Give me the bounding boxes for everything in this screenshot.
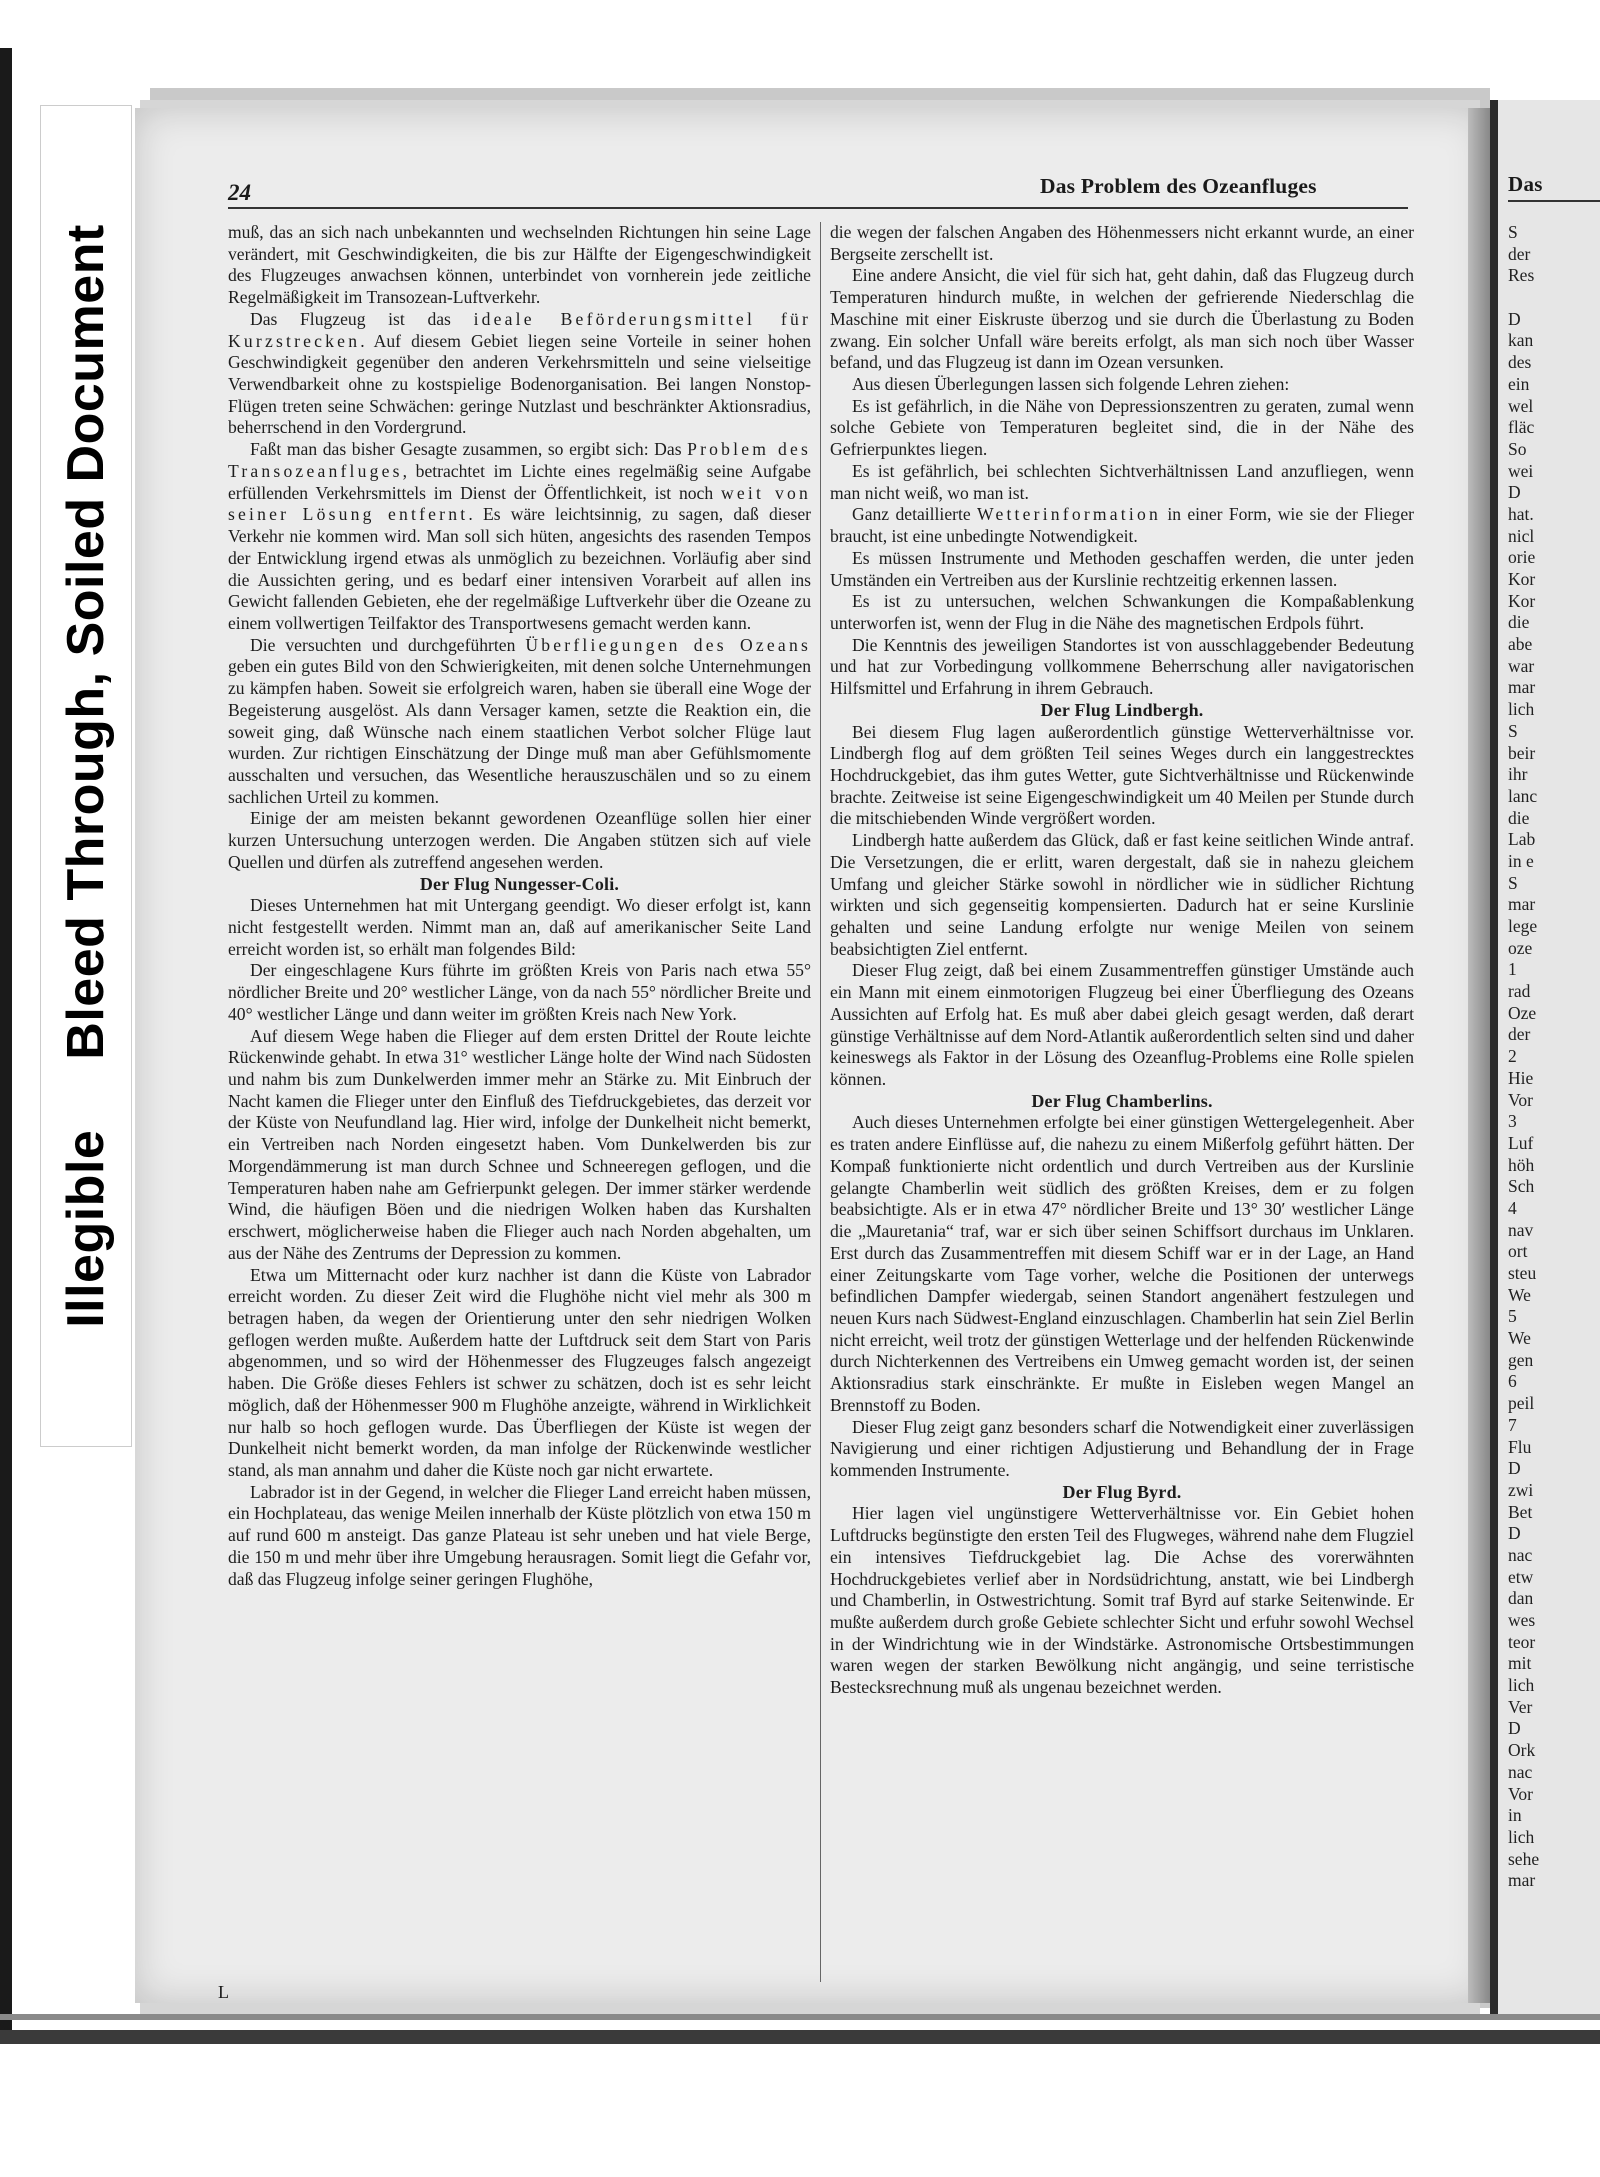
adjacent-line-fragment: die: [1508, 807, 1530, 828]
adjacent-line-fragment: Oze: [1508, 1002, 1537, 1023]
adjacent-header-rule: [1508, 200, 1600, 202]
paragraph: Es ist gefährlich, bei schlechten Sichtverhältnissen Land anzufliegen, wenn man nicht weiß, wo man ist.: [830, 460, 1414, 503]
adjacent-line-fragment: We: [1508, 1284, 1531, 1305]
adjacent-line-fragment: Vor: [1508, 1783, 1533, 1804]
condition-stamp-text: [56, 224, 116, 1328]
paragraph: Hier lagen viel ungünstigere Wetterverhältnisse vor. Ein Gebiet hohen Luftdrucks begünstigte den ersten Teil des Flugweges, während nahe dem Flugziel ein intensives Tiefdruckgebiet lag. Die Achse des vorerwähnten Hochdruckgebietes verlief aber in Nordsüdrichtung, anstatt, wie bei Lindbergh und Chamberlin, in Ostwestrichtung. Somit traf Byrd auf starke Seitenwinde. Er mußte außerdem durch große Gebiete schlechter Sicht und erfuhr sowohl Wechsel in der Windrichtung wie in der Windstärke. Astronomische Ortsbestimmungen waren wegen der starken Bewölkung nicht angängig, und seine terristische Bestecksrechnung muß als ungenau bezeichnet werden.: [830, 1503, 1414, 1698]
paragraph: Bei diesem Flug lagen außerordentlich günstige Wetterverhältnisse vor. Lindbergh flog auf dem größten Teil seines Weges durch ein langgestrecktes Hochdruckgebiet, das ihm gutes Wetter, gute Sichtverhältnisse und Rückenwinde brachte. Zeitweise ist seine Eigengeschwindigkeit um 40 Meilen per Stunde durch die mitschiebenden Winde vergrößert worden.: [830, 721, 1414, 829]
adjacent-line-fragment: lanc: [1508, 785, 1538, 806]
section-heading-chamberlin: Der Flug Chamberlins.: [1031, 1090, 1213, 1111]
stamp-bleed-through: Bleed Through, Soiled Document: [57, 224, 115, 1060]
adjacent-line-fragment: hat.: [1508, 503, 1534, 524]
scan-bottom-line: [0, 2014, 1600, 2020]
adjacent-line-fragment: oze: [1508, 937, 1533, 958]
adjacent-line-fragment: des: [1508, 352, 1532, 373]
paragraph: die wegen der falschen Angaben des Höhenmessers nicht erkannt wurde, an einer Bergseite zerschellt ist.: [830, 222, 1414, 264]
adjacent-line-fragment: Vor: [1508, 1089, 1533, 1110]
paragraph: Labrador ist in der Gegend, in welcher die Flieger Land erreicht haben müssen, ein Hochplateau, das wenige Meilen innerhalb der Küste plötzlich von etwa 150 m auf rund 600 m ansteigt. Das ganze Plateau ist sehr uneben und hat viele Berge, die 150 m und mehr über ihre Umgebung herausragen. Somit liegt die Gefahr vor, daß das Flugzeug infolge seiner geringen Flughöhe,: [228, 1481, 811, 1589]
adjacent-line-fragment: nav: [1508, 1219, 1534, 1240]
adjacent-line-fragment: Hie: [1508, 1067, 1534, 1088]
paragraph: Einige der am meisten bekannt gewordenen Ozeanflüge sollen hier einer kurzen Untersuchung unterzogen werden. Die Angaben stützen sich auf viele Quellen und dürfen als zutreffend angesehen werden.: [228, 808, 811, 872]
adjacent-line-fragment: etw: [1508, 1566, 1534, 1587]
page-number: 24: [228, 180, 251, 205]
adjacent-line-fragment: in e: [1508, 850, 1534, 871]
adjacent-line-fragment: 7: [1508, 1414, 1517, 1435]
paragraph: Faßt man das bisher Gesagte zusammen, so ergibt sich: Das Problem des Transozeanfluges, betrachtet im Lichte eines regelmäßig seine Aufgabe erfüllenden Verkehrsmittels im Dienst der Öffentlichkeit, ist noch weit von seiner Lösung entfernt. Es wäre leichtsinnig, zu sagen, daß dieser Verkehr nie kommen wird. Man soll sich hüten, angesichts des rasenden Tempos der Entwicklung irgend etwas als unmöglich zu bezeichnen. Vorläufig aber sind die Aussichten gering, und es bedarf einer intensiven Vorarbeit auf allen ins Gewicht fallenden Gebieten, ehe der regelmäßige Luftverkehr über die Ozeane zu einem vollwertigen Teilfaktor des Transportwesens gemacht werden kann.: [228, 439, 811, 633]
adjacent-line-fragment: S: [1508, 720, 1518, 741]
adjacent-line-fragment: Lab: [1508, 829, 1536, 850]
paragraph: Auf diesem Wege haben die Flieger auf dem ersten Drittel der Route leichte Rückenwinde gehabt. In etwa 31° westlicher Länge holte der Wind nach Südosten und nahm bis zum Dunkelwerden immer mehr an Stärke zu. Mit Einbruch der Nacht kamen die Flieger unter den Einfluß des Tiefdruckgebietes, das derzeit vor der Küste von Neufundland lag. Hier wird, infolge der Dunkelheit nicht bemerkt, ein Vertreiben nach Norden eingesetzt haben. Vom Dunkelwerden bis zur Morgendämmerung ist man durch Schnee und Schneeregen geflogen, und die Temperaturen haben nahe am Gefrierpunkt gelegen. Der immer stärker werdende Wind, die häufigen Böen und die niedrigen Wolken haben das Kurshalten erschwert, möglicherweise haben die Flieger auch nach Norden abgehalten, um aus der Nähe des Zentrums der Depression zu kommen.: [228, 1025, 811, 1263]
adjacent-line-fragment: Sch: [1508, 1176, 1535, 1197]
paragraph: Es müssen Instrumente und Methoden geschaffen werden, die unter jeden Umständen ein Vertreiben aus der Kurslinie rechtzeitig erkennen lassen.: [830, 547, 1414, 590]
adjacent-line-fragment: ihr: [1508, 764, 1528, 785]
paragraph: Dieses Unternehmen hat mit Untergang geendigt. Wo dieser erfolgt ist, kann nicht festgestellt werden. Nimmt man an, daß auf amerikanischer Seite Land erreicht worden ist, so erhält man folgendes Bild:: [228, 895, 811, 959]
adjacent-line-fragment: ort: [1508, 1241, 1528, 1262]
adjacent-line-fragment: gen: [1508, 1349, 1534, 1370]
adjacent-line-fragment: der: [1508, 243, 1531, 264]
paragraph: Die Kenntnis des jeweiligen Standortes ist von ausschlaggebender Bedeutung und hat zur Vorbedingung vollkommene Beherrschung aller navigatorischen Hilfsmittel und Erfahrung in ihrem Gebrauch.: [830, 634, 1414, 699]
paragraph: Dieser Flug zeigt ganz besonders scharf die Notwendigkeit einer zuverlässigen Navigierung und einer richtigen Adjustierung und Behandlung der in Frage kommenden Instrumente.: [830, 1416, 1414, 1480]
adjacent-line-fragment: sehe: [1508, 1848, 1540, 1869]
spaced-emphasis: Problem des Transozeanfluges: [228, 439, 811, 481]
paragraph: Eine andere Ansicht, die viel für sich hat, geht dahin, daß das Flugzeug durch Temperaturen hindurch mußte, in welchen der gefrierende Niederschlag die Maschine mit einer Eiskruste überzog und sie durch die Überlastung zu Boden zwang. Ein solcher Unfall wäre bereits erfolgt, als man sich noch über Wasser befand, und das Flugzeug ist dann im Ozean versunken.: [830, 265, 1414, 373]
adjacent-line-fragment: 3: [1508, 1111, 1517, 1132]
paragraph: Auch dieses Unternehmen erfolgte bei einer günstigen Wettergelegenheit. Aber es traten andere Einflüsse auf, die nahezu zu einem Mißerfolg geführt hätten. Der Kompaß funktionierte nicht ordentlich und durch Vertreiben aus der Kurslinie gelangte Chamberlin weit südlich des größten Kreises, dem er zu folgen beabsichtigte. Als er in etwa 47° nördlicher Breite und 13° 30′ westlicher Länge die „Mauretania“ traf, war er sich über seinen Schiffsort durchaus im Unklaren. Erst durch das Zusammentreffen mit diesem Schiff war er in der Lage, an Hand einer Zeitungskarte vom Tage vorher, welche die Positionen der unterwegs befindlichen Dampfer wiedergab, seinen Standort angenähert festzulegen und neuen Kurs nach Südwest-England einzuschlagen. Chamberlin hat sein Ziel Berlin nicht erreicht, weil trotz der günstigen Wetterlage und der helfenden Rückenwinde durch Nichterkennen des Vertreibens ein Umweg gemacht worden ist, der seinen Aktionsradius stark einschränkte. Er mußte in Eisleben wegen Mangel an Brennstoff zu Boden.: [830, 1112, 1414, 1415]
adjacent-line-fragment: mar: [1508, 1870, 1536, 1891]
adjacent-line-fragment: Kor: [1508, 569, 1536, 589]
page-fold-shadow: [1468, 108, 1490, 2003]
adjacent-line-fragment: D: [1508, 482, 1521, 503]
adjacent-line-fragment: lich: [1508, 1675, 1535, 1696]
adjacent-line-fragment: steu: [1508, 1263, 1537, 1283]
paragraph: Der eingeschlagene Kurs führte im größten Kreis von Paris nach etwa 55° nördlicher Breite und 20° westlicher Länge, von da nach 55° nördlicher Breite und 40° westlicher Länge und dann weiter im größten Kreis nach New York.: [228, 960, 811, 1024]
scan-bottom-margin: [0, 2044, 1600, 2177]
section-heading-byrd: Der Flug Byrd.: [1062, 1481, 1182, 1502]
adjacent-line-fragment: die: [1508, 612, 1530, 633]
adjacent-line-fragment: beir: [1508, 742, 1536, 763]
paragraph: Ganz detaillierte Wetterinformation in einer Form, wie sie der Flieger braucht, ist eine unbedingte Notwendigkeit.: [830, 504, 1415, 547]
adjacent-line-fragment: kan: [1508, 330, 1534, 351]
adjacent-line-fragment: lege: [1508, 916, 1538, 936]
condition-stamp: [40, 105, 132, 1447]
adjacent-line-fragment: nac: [1508, 1761, 1533, 1782]
paragraph: Dieser Flug zeigt, daß bei einem Zusammentreffen günstiger Umstände auch ein Mann mit einem einmotorigen Flugzeug bei einer Überfliegung des Ozeans Aussichten auf Erfolg hat. Es muß aber dabei gleich gesagt werden, daß derart günstige Verhältnisse auf dem Nord-Atlantik außerordentlich selten sind und daher keineswegs als Faktor in der Lösung des Ozeanflug-Problems eine Rolle spielen können.: [830, 960, 1414, 1090]
scan-top-margin: [0, 0, 1600, 48]
adjacent-line-fragment: 5: [1508, 1306, 1517, 1327]
adjacent-line-fragment: rad: [1508, 981, 1531, 1002]
adjacent-line-fragment: in: [1508, 1805, 1522, 1826]
adjacent-line-fragment: Res: [1508, 265, 1535, 286]
adjacent-line-fragment: teor: [1508, 1631, 1536, 1652]
adjacent-line-fragment: Bet: [1508, 1501, 1533, 1522]
adjacent-line-fragment: zwi: [1508, 1479, 1534, 1500]
adjacent-line-fragment: nicl: [1508, 525, 1535, 546]
adjacent-line-fragment: D: [1508, 1523, 1521, 1544]
running-title: Das Problem des Ozeanfluges: [1040, 174, 1317, 198]
section-heading-nungesser: Der Flug Nungesser-Coli.: [419, 873, 620, 894]
adjacent-line-fragment: Ork: [1508, 1740, 1536, 1761]
spaced-emphasis: weit von seiner Lösung entfernt: [228, 482, 811, 525]
adjacent-line-fragment: wes: [1508, 1610, 1536, 1630]
adjacent-line-fragment: Kor: [1508, 590, 1536, 611]
adjacent-line-fragment: [1508, 287, 1600, 309]
scan-bottom-band: [0, 2030, 1600, 2044]
adjacent-line-fragment: mar: [1508, 677, 1536, 698]
paragraph: Es ist gefährlich, in die Nähe von Depressionszentren zu geraten, zumal wenn solche Gebiete von Temperaturen begleitet sind, die in der Nähe des Gefrierpunktes liegen.: [830, 395, 1414, 460]
adjacent-line-fragment: 6: [1508, 1371, 1517, 1392]
adjacent-line-fragment: orie: [1508, 547, 1536, 568]
adjacent-line-fragment: höh: [1508, 1154, 1535, 1175]
adjacent-line-fragment: ein: [1508, 373, 1530, 394]
paragraph: Das Flugzeug ist das ideale Beförderungsmittel für Kurzstrecken. Auf diesem Gebiet liegen seine Vorteile in seiner hohen Geschwindigkeit gegenüber den anderen Verkehrsmitteln und seine vielseitige Verwendbarkeit ohne zu kostspielige Bodenorganisation. Bei langen Nonstop-Flügen treten seine Schwächen: geringe Nutzlast und beschränkter Aktionsradius, beherrschend in den Vordergrund.: [228, 308, 812, 438]
paragraph: Aus diesen Überlegungen lassen sich folgende Lehren ziehen:: [852, 374, 1290, 395]
adjacent-line-fragment: 1: [1508, 959, 1517, 980]
adjacent-line-fragment: der: [1508, 1024, 1531, 1045]
spaced-emphasis: Überfliegungen des Ozeans: [525, 634, 811, 655]
adjacent-line-fragment: Ver: [1508, 1696, 1533, 1717]
spaced-emphasis: ideale Beförderungsmittel für Kurzstrecken: [228, 308, 812, 351]
adjacent-line-fragment: So: [1508, 438, 1527, 459]
adjacent-line-fragment: war: [1508, 655, 1535, 676]
header-rule: [228, 207, 1408, 209]
adjacent-line-fragment: wei: [1508, 460, 1534, 481]
adjacent-line-fragment: mar: [1508, 894, 1536, 915]
adjacent-line-fragment: lich: [1508, 1826, 1535, 1847]
adjacent-line-fragment: D: [1508, 308, 1521, 329]
adjacent-page-text: [1508, 222, 1600, 1892]
adjacent-line-fragment: D: [1508, 1718, 1521, 1739]
spaced-emphasis: Wetterinformation: [977, 504, 1161, 525]
right-column: [830, 222, 1414, 1699]
adjacent-line-fragment: S: [1508, 872, 1518, 893]
stamp-illegible: Illegible: [57, 1129, 115, 1328]
paragraph: muß, das an sich nach unbekannten und wechselnden Richtungen hin seine Lage verändert, mit Geschwindigkeiten, die bis zur Hälfte der Eigengeschwindigkeit des Flugzeuges anwachsen können, unterbindet von vornherein jede zeitliche Regelmäßigkeit im Transozean-Luftverkehr.: [228, 222, 811, 308]
column-divider: [820, 222, 821, 1982]
adjacent-line-fragment: dan: [1508, 1588, 1534, 1609]
adjacent-line-fragment: D: [1508, 1458, 1521, 1479]
adjacent-line-fragment: peil: [1508, 1393, 1535, 1414]
adjacent-line-fragment: abe: [1508, 634, 1533, 655]
adjacent-page-header: Das: [1508, 172, 1543, 196]
adjacent-line-fragment: lich: [1508, 699, 1535, 720]
adjacent-page: [1498, 100, 1600, 2015]
adjacent-line-fragment: fläc: [1508, 417, 1535, 438]
paragraph: Es ist zu untersuchen, welchen Schwankungen die Kompaßablenkung unterworfen ist, wenn der Flug in die Nähe des magnetischen Erdpols führt.: [830, 591, 1414, 633]
adjacent-line-fragment: Luf: [1508, 1132, 1534, 1153]
adjacent-line-fragment: 2: [1508, 1046, 1517, 1067]
adjacent-line-fragment: 4: [1508, 1197, 1517, 1218]
corner-mark: L: [218, 1982, 229, 2002]
adjacent-line-fragment: We: [1508, 1328, 1531, 1349]
paragraph: Die versuchten und durchgeführten Überfliegungen des Ozeans geben ein gutes Bild von den Schwierigkeiten, mit denen solche Unternehmungen zu kämpfen haben. Soweit sie erfolgreich waren, haben sie überall eine Woge der Begeisterung ausgelöst. Als dann Versager kamen, setzte die Reaktion ein, die soweit ging, daß Wünsche nach einem staatlichen Verbot solcher Flüge laut wurden. Zur richtigen Einschätzung der Dinge muß man aber Gefühlsmomente ausschalten und versuchen, das Wesentliche herauszuschälen und so zu einem sachlichen Urteil zu kommen.: [228, 634, 811, 807]
paragraph: Etwa um Mitternacht oder kurz nachher ist dann die Küste von Labrador erreicht worden. Zu dieser Zeit wird die Flughöhe nicht viel mehr als 300 m betragen haben, da wegen der Orientierung unter den sehr niedrigen Wolken geflogen werden mußte. Außerdem hatte der Luftdruck seit dem Start von Paris abgenommen, und so wird der Höhenmesser des Flugzeuges falsch angezeigt haben. Die Größe dieses Fehlers ist schwer zu schätzen, doch ist es sehr leicht möglich, daß der Höhenmesser 900 m Flughöhe anzeigte, während in Wirklichkeit nur halb so hoch geflogen wurde. Das Überfliegen der Küste ist wegen der Dunkelheit nicht bemerkt worden, da man infolge der Rückenwinde westlicher stand, als man annahm und daher die Küste noch gar nicht erwartete.: [228, 1264, 811, 1480]
adjacent-line-fragment: mit: [1508, 1653, 1532, 1674]
adjacent-line-fragment: Flu: [1508, 1436, 1532, 1457]
adjacent-line-fragment: S: [1508, 222, 1518, 242]
scan-left-edge: [0, 48, 12, 2038]
adjacent-line-fragment: nac: [1508, 1544, 1533, 1565]
adjacent-line-fragment: wel: [1508, 395, 1534, 416]
paragraph: Lindbergh hatte außerdem das Glück, daß er fast keine seitlichen Winde antraf. Die Versetzungen, die er erlitt, waren dergestalt, daß sie in nahezu gleichem Umfang und gleicher Stärke sowohl in nördlicher wie in südlicher Richtung wirkten und sich gegenseitig kompensierten. Dadurch hat er seine Kurslinie gehalten und seine Landung erfolgte nur wenige Meilen von seinem beabsichtigten Ziel entfernt.: [830, 830, 1414, 959]
left-column: [228, 222, 811, 1590]
section-heading-lindbergh: Der Flug Lindbergh.: [1040, 699, 1204, 720]
